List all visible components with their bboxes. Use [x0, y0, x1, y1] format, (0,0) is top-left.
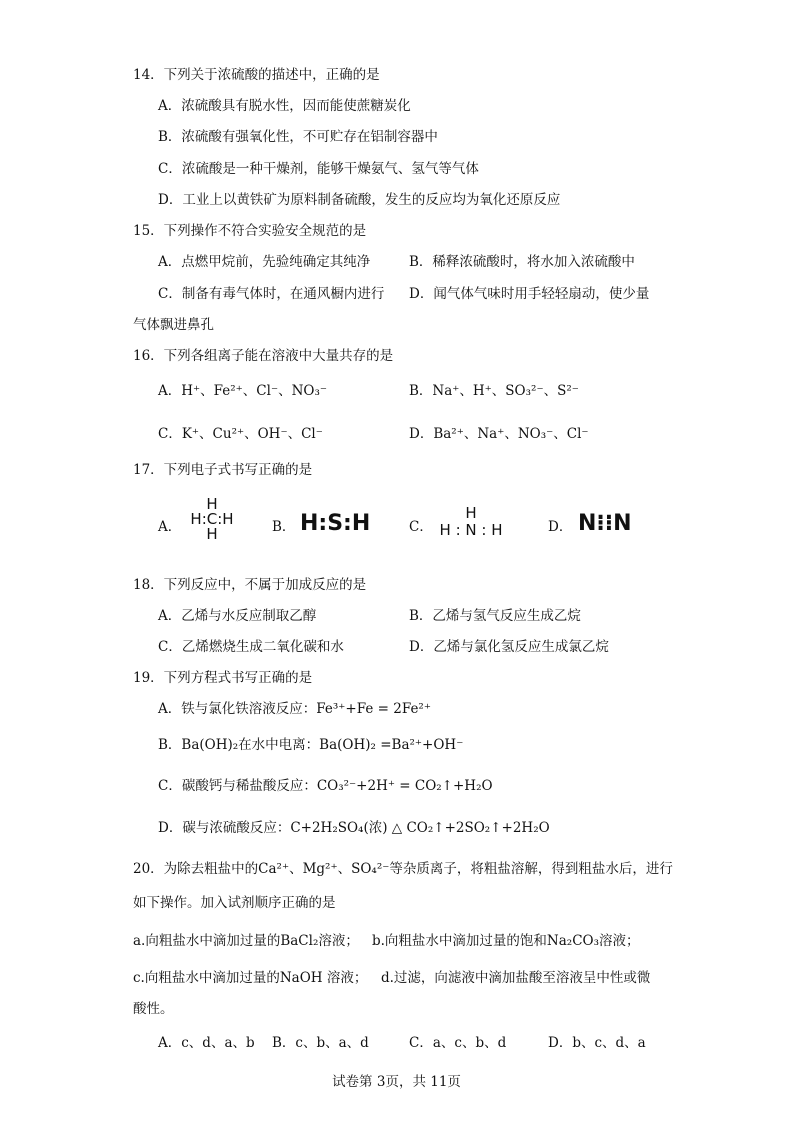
- q14-option-c: C．浓硫酸是一种干燥剂，能够干燥氨气、氢气等气体: [158, 161, 479, 177]
- q17-stem: 17．下列电子式书写正确的是: [133, 462, 313, 478]
- q17-c-structure: [436, 505, 506, 539]
- q17-option-d: D．: [548, 519, 573, 535]
- q18-stem: 18．下列反应中，不属于加成反应的是: [133, 577, 367, 593]
- q20-step-d: d.过滤，向滤液中滴加盐酸至溶液呈中性或微: [381, 970, 651, 986]
- q17-a-structure: [185, 497, 239, 542]
- q16-option-d: D．Ba²⁺、Na⁺、NO₃⁻、Cl⁻: [409, 426, 589, 442]
- q20-step-d-continued: 酸性。: [133, 1001, 174, 1017]
- q15-option-a: A．点燃甲烷前，先验纯确定其纯净: [158, 254, 371, 270]
- q15-stem: 15．下列操作不符合实验安全规范的是: [133, 223, 367, 239]
- q17-a-middle: H:C:H: [190, 510, 234, 528]
- q17-b-structure: H:S:H: [300, 511, 371, 536]
- q20-stem-line2: 如下操作。加入试剂顺序正确的是: [133, 895, 336, 911]
- q19-stem: 19．下列方程式书写正确的是: [133, 670, 313, 686]
- q19-option-d: D．碳与浓硫酸反应：C+2H₂SO₄(浓) △ CO₂↑+2SO₂↑+2H₂O: [158, 820, 550, 836]
- q20-step-b: b.向粗盐水中滴加过量的饱和Na₂CO₃溶液；: [372, 933, 640, 949]
- q20-option-c: C．a、c、b、d: [409, 1035, 507, 1051]
- q20-option-a: A．c、d、a、b: [158, 1035, 255, 1051]
- q14-option-d: D．工业上以黄铁矿为原料制备硫酸，发生的反应均为氧化还原反应: [158, 192, 561, 208]
- q17-d-structure: N⁝⁝N: [578, 511, 632, 536]
- q20-option-b: B．c、b、a、d: [272, 1035, 369, 1051]
- q14-stem: 14．下列关于浓硫酸的描述中，正确的是: [133, 67, 380, 83]
- q17-a-bottom: H: [206, 525, 218, 543]
- q16-option-c: C．K⁺、Cu²⁺、OH⁻、Cl⁻: [158, 426, 323, 442]
- q16-option-a: A．H⁺、Fe²⁺、Cl⁻、NO₃⁻: [158, 383, 327, 399]
- q20-step-a: a.向粗盐水中滴加过量的BaCl₂溶液；: [133, 933, 359, 949]
- q17-option-a: A．: [158, 519, 182, 535]
- q18-option-b: B．乙烯与氢气反应生成乙烷: [409, 608, 581, 624]
- q20-step-c: c.向粗盐水中滴加过量的NaOH 溶液；: [133, 970, 368, 986]
- page-footer: 试卷第 3页，共 11页: [332, 1074, 461, 1090]
- q14-option-a: A．浓硫酸具有脱水性，因而能使蔗糖炭化: [158, 98, 411, 114]
- q20-option-d: D．b、c、d、a: [548, 1035, 646, 1051]
- q17-option-b: B．: [272, 519, 296, 535]
- q19-option-c: C．碳酸钙与稀盐酸反应：CO₃²⁻+2H⁺ = CO₂↑+H₂O: [158, 778, 493, 794]
- q16-stem: 16．下列各组离子能在溶液中大量共存的是: [133, 348, 394, 364]
- q15-option-c: C．制备有毒气体时，在通风橱内进行: [158, 286, 385, 302]
- q16-option-b: B．Na⁺、H⁺、SO₃²⁻、S²⁻: [409, 383, 579, 399]
- q17-option-c: C．: [409, 519, 433, 535]
- q17-c-middle: H : N : H: [439, 521, 503, 539]
- q19-option-b: B．Ba(OH)₂在水中电离：Ba(OH)₂ =Ba²⁺+OH⁻: [158, 737, 464, 753]
- q18-option-d: D．乙烯与氯化氢反应生成氯乙烷: [409, 639, 609, 655]
- q15-option-d-continued: 气体飘进鼻孔: [133, 317, 214, 333]
- q17-c-top: H: [465, 504, 477, 522]
- q17-a-top: H: [206, 495, 218, 513]
- q19-option-a: A．铁与氯化铁溶液反应：Fe³⁺+Fe = 2Fe²⁺: [158, 701, 431, 717]
- q18-option-a: A．乙烯与水反应制取乙醇: [158, 608, 317, 624]
- q20-stem-line1: 20．为除去粗盐中的Ca²⁺、Mg²⁺、SO₄²⁻等杂质离子，将粗盐溶解，得到粗盐水后，进行: [133, 861, 673, 877]
- q15-option-b: B．稀释浓硫酸时，将水加入浓硫酸中: [409, 254, 635, 270]
- q18-option-c: C．乙烯燃烧生成二氧化碳和水: [158, 639, 344, 655]
- q15-option-d: D．闻气体气味时用手轻轻扇动，使少量: [409, 286, 650, 302]
- q14-option-b: B．浓硫酸有强氧化性，不可贮存在铝制容器中: [158, 129, 438, 145]
